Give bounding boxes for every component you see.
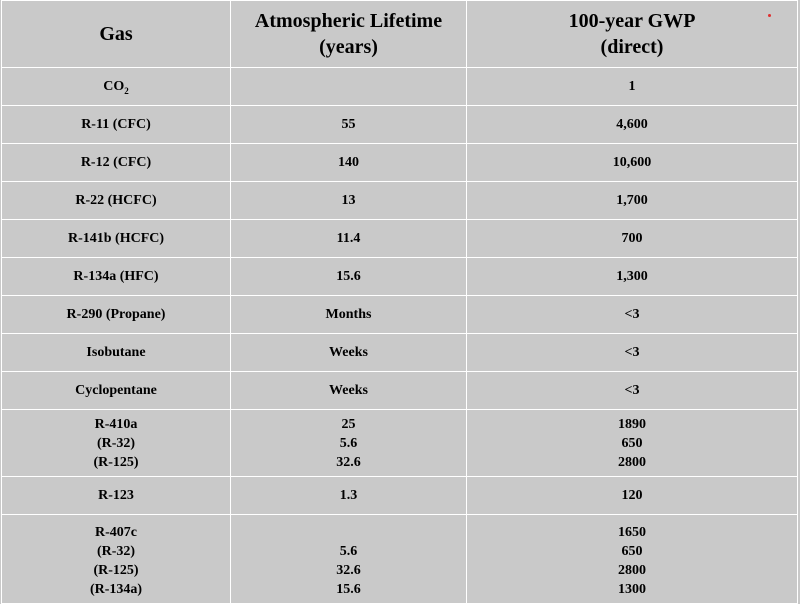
- lifetime-cell: Weeks: [231, 334, 467, 372]
- table-row: [2, 220, 798, 258]
- lifetime-cell: 1.3: [231, 477, 467, 515]
- gwp-cell: <3: [467, 372, 798, 410]
- lifetime-cell: 15.6: [231, 258, 467, 296]
- gwp-cell: 10,600: [467, 144, 798, 182]
- header-lifetime-line2: (years): [319, 36, 378, 58]
- gwp-cell: 1650 650 2800 1300: [467, 515, 798, 604]
- gas-cell: R-22 (HCFC): [2, 182, 231, 220]
- table-row: [2, 372, 798, 410]
- gwp-cell: <3: [467, 334, 798, 372]
- lifetime-cell: Months: [231, 296, 467, 334]
- gwp-cell: 4,600: [467, 106, 798, 144]
- header-lifetime-line1: Atmospheric Lifetime: [254, 10, 443, 32]
- table-row: [2, 258, 798, 296]
- gas-cell: R-134a (HFC): [2, 258, 231, 296]
- table-row: [2, 68, 798, 106]
- gas-cell: R-410a (R-32) (R-125): [2, 410, 231, 477]
- lifetime-cell: [231, 68, 467, 106]
- gas-cell: R-290 (Propane): [2, 296, 231, 334]
- gwp-cell: 1,300: [467, 258, 798, 296]
- lifetime-cell: 55: [231, 106, 467, 144]
- header-gwp-line2: (direct): [600, 36, 664, 58]
- lifetime-cell: 5.6 32.6 15.6: [231, 515, 467, 604]
- lifetime-cell: 13: [231, 182, 467, 220]
- lifetime-cell: 25 5.6 32.6: [231, 410, 467, 477]
- header-gwp-line1: 100-year GWP: [568, 10, 696, 32]
- table-row: [2, 296, 798, 334]
- lifetime-cell: 140: [231, 144, 467, 182]
- subscript: 2: [124, 85, 129, 96]
- table-row: [2, 410, 798, 477]
- gas-cell: $CO_2$: [2, 68, 231, 106]
- lifetime-cell: Weeks: [231, 372, 467, 410]
- table-row: [2, 106, 798, 144]
- gwp-cell: 700: [467, 220, 798, 258]
- table-row: [2, 334, 798, 372]
- gas-cell: R-11 (CFC): [2, 106, 231, 144]
- gas-cell: R-141b (HCFC): [2, 220, 231, 258]
- gwp-cell: 1: [467, 68, 798, 106]
- lifetime-cell: 11.4: [231, 220, 467, 258]
- gwp-cell: 1,700: [467, 182, 798, 220]
- gas-cell: R-407c (R-32) (R-125) (R-134a): [2, 515, 231, 604]
- table-row: [2, 477, 798, 515]
- header-gwp: [467, 1, 798, 68]
- gwp-table: [1, 0, 798, 604]
- gwp-cell: 120: [467, 477, 798, 515]
- table-row: [2, 144, 798, 182]
- table-row: [2, 515, 798, 604]
- table-row: [2, 182, 798, 220]
- header-gas: Gas: [2, 1, 231, 68]
- header-row: [2, 1, 798, 68]
- gas-cell: Cyclopentane: [2, 372, 231, 410]
- gwp-cell: <3: [467, 296, 798, 334]
- gwp-cell: 1890 650 2800: [467, 410, 798, 477]
- header-lifetime: [231, 1, 467, 68]
- gas-cell: R-123: [2, 477, 231, 515]
- gas-cell: Isobutane: [2, 334, 231, 372]
- gas-cell: R-12 (CFC): [2, 144, 231, 182]
- red-dot-marker: [768, 14, 771, 17]
